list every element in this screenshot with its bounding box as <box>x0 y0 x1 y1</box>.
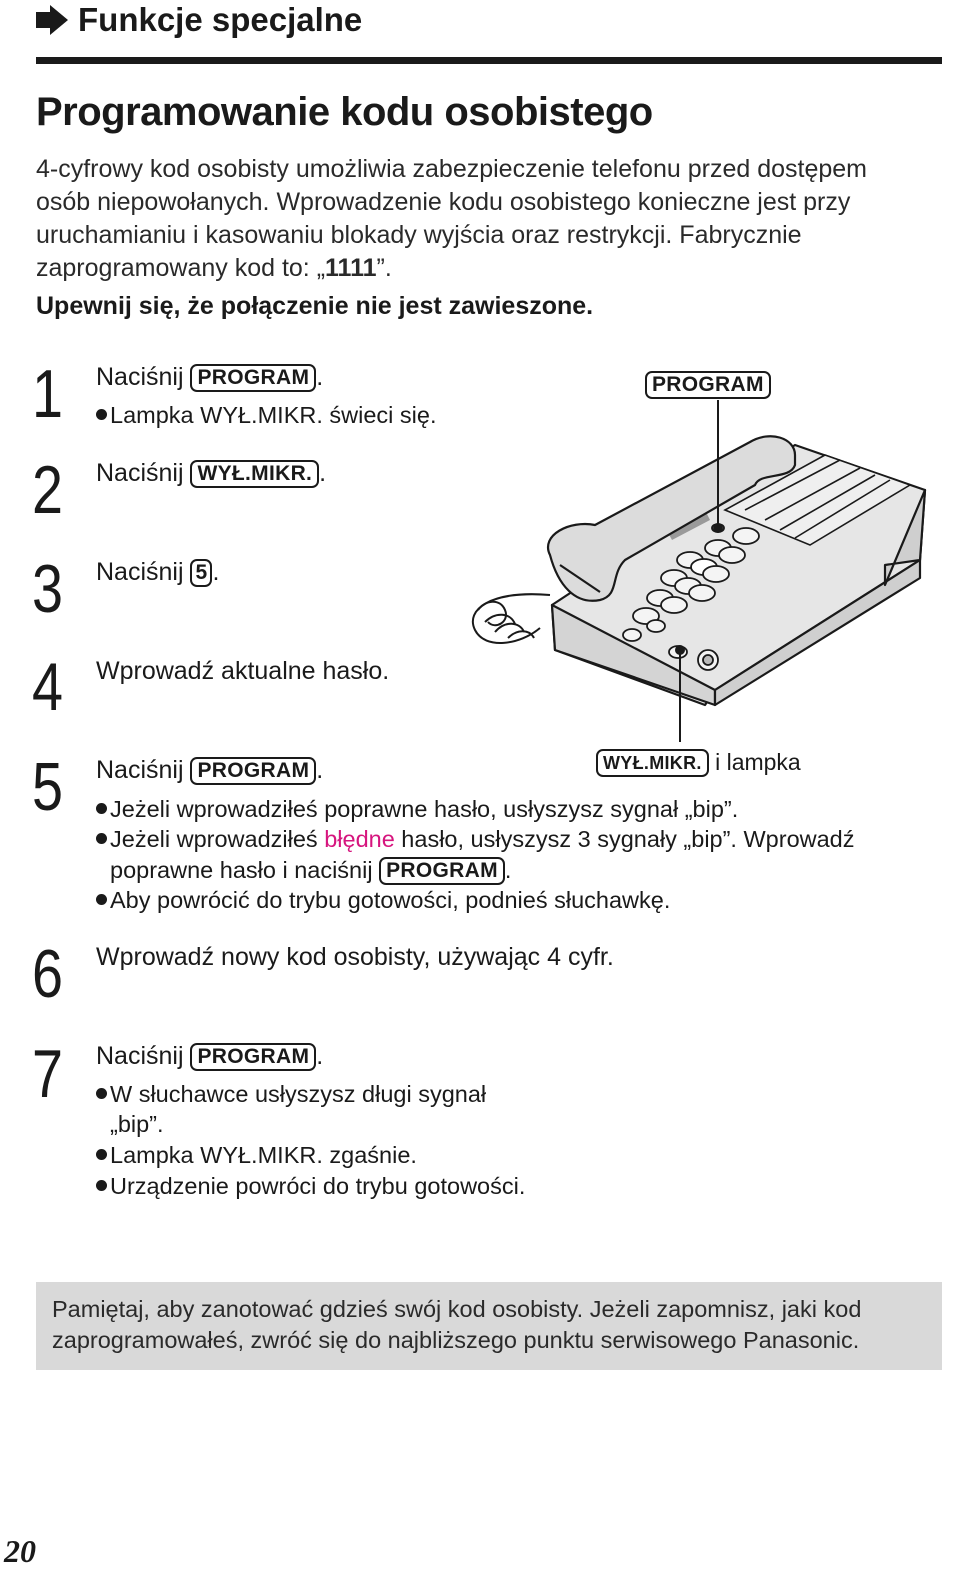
step-7-label: Naciśnij <box>96 1042 184 1070</box>
step-5-bullet-1-text: Jeżeli wprowadziłeś poprawne hasło, usłyszysz sygnał „bip”. <box>110 796 739 822</box>
wrong-highlight: błędne <box>324 826 395 852</box>
bullet-icon <box>96 1180 107 1191</box>
intro-paragraph <box>36 153 896 285</box>
program-key: PROGRAM <box>379 857 505 885</box>
mute-callout <box>596 749 801 777</box>
step-5-label: Naciśnij <box>96 756 184 784</box>
step-5-bullet-2-end: . <box>504 857 512 883</box>
bullet-icon <box>96 803 107 814</box>
step-5-end: . <box>316 756 324 784</box>
step-5-bullet-1 <box>96 794 738 824</box>
step-7-bullet-1 <box>96 1079 486 1109</box>
step-5-instruction <box>96 755 323 785</box>
program-key: PROGRAM <box>190 364 316 392</box>
step-7-bullet-3-text: Urządzenie powróci do trybu gotowości. <box>110 1173 526 1199</box>
step-7-bullet-3 <box>96 1171 525 1201</box>
bullet-icon <box>96 833 107 844</box>
step-5-bullet-2 <box>96 824 855 854</box>
step-5-bullet-2-cont <box>110 855 511 885</box>
bullet-icon <box>96 1149 107 1160</box>
digit-5-key: 5 <box>190 559 212 587</box>
step-5-bullet-3-text: Aby powrócić do trybu gotowości, podnieś słuchawkę. <box>110 887 671 913</box>
step-1-bullet-text: Lampka WYŁ.MIKR. świeci się. <box>110 402 437 428</box>
step-5-bullet-3 <box>96 885 670 915</box>
step-2-instruction <box>96 458 326 488</box>
note-box <box>36 1282 942 1370</box>
bullet-icon <box>96 894 107 905</box>
page-number: 20 <box>4 1533 36 1569</box>
step-number-3: 3 <box>32 551 64 627</box>
step-7-end: . <box>316 1042 324 1070</box>
warning-text: Upewnij się, że połączenie nie jest zawieszone. <box>36 292 594 320</box>
section-title: Funkcje specjalne <box>78 1 363 38</box>
step-3-end: . <box>212 558 220 586</box>
default-code: 1111 <box>325 254 377 282</box>
section-header <box>36 0 362 40</box>
step-5-bullet-2-cont-text: poprawne hasło i naciśnij <box>110 857 373 883</box>
mute-key: WYŁ.MIKR. <box>190 460 319 488</box>
step-number-6: 6 <box>32 936 64 1012</box>
step-1-end: . <box>316 363 324 391</box>
program-callout <box>645 371 771 399</box>
step-4-instruction: Wprowadź aktualne hasło. <box>96 657 390 685</box>
step-2-label: Naciśnij <box>96 459 184 487</box>
step-3-label: Naciśnij <box>96 558 184 586</box>
step-1-bullet <box>96 400 436 430</box>
step-number-1: 1 <box>32 356 64 432</box>
mute-callout-suffix: i lampka <box>708 749 801 775</box>
bullet-icon <box>96 409 107 420</box>
step-1-label: Naciśnij <box>96 363 184 391</box>
intro-text: 4-cyfrowy kod osobisty umożliwia zabezpieczenie telefonu przed dostępem osób niepowołanych. Wprowadzenie kodu osobistego konieczne jest przy uruchamianiu i kasowaniu blokady wyjścia oraz restrykcji. Fabrycznie zaprogramowany kod to: „ <box>36 155 867 282</box>
program-key-label: PROGRAM <box>645 371 771 399</box>
step-6-instruction: Wprowadź nowy kod osobisty, używając 4 cyfr. <box>96 943 614 971</box>
intro-text-end: ”. <box>376 254 392 282</box>
step-7-bullet-2-text: Lampka WYŁ.MIKR. zgaśnie. <box>110 1142 417 1168</box>
header-divider <box>36 57 942 64</box>
step-2-end: . <box>319 459 327 487</box>
step-3-instruction <box>96 557 219 587</box>
arrow-right-icon <box>36 5 68 35</box>
bullet-icon <box>96 1088 107 1099</box>
step-7-instruction <box>96 1041 323 1071</box>
step-5-bullet-2-text: Jeżeli wprowadziłeś <box>110 826 325 852</box>
step-7-bullet-1-cont: „bip”. <box>110 1111 164 1137</box>
step-number-7: 7 <box>32 1036 64 1112</box>
page-title: Programowanie kodu osobistego <box>36 90 653 134</box>
program-key: PROGRAM <box>190 1043 316 1071</box>
step-5-bullet-2-text-end: hasło, usłyszysz 3 sygnały „bip”. Wprowadź <box>394 826 855 852</box>
mute-key-label: WYŁ.MIKR. <box>596 749 709 777</box>
telephone-illustration <box>460 360 940 780</box>
program-key: PROGRAM <box>190 757 316 785</box>
step-1-instruction <box>96 362 323 392</box>
coiled-cord <box>473 594 550 643</box>
step-number-4: 4 <box>32 649 64 725</box>
step-7-bullet-1-text: W słuchawce usłyszysz długi sygnał <box>110 1081 487 1107</box>
note-text: Pamiętaj, aby zanotować gdzieś swój kod osobisty. Jeżeli zapomnisz, jaki kod zaprogramowałeś, zwróć się do najbliższego punktu serwisowego Panasonic. <box>52 1296 862 1353</box>
step-number-5: 5 <box>32 749 64 825</box>
step-number-2: 2 <box>32 452 64 528</box>
step-7-bullet-2 <box>96 1140 417 1170</box>
